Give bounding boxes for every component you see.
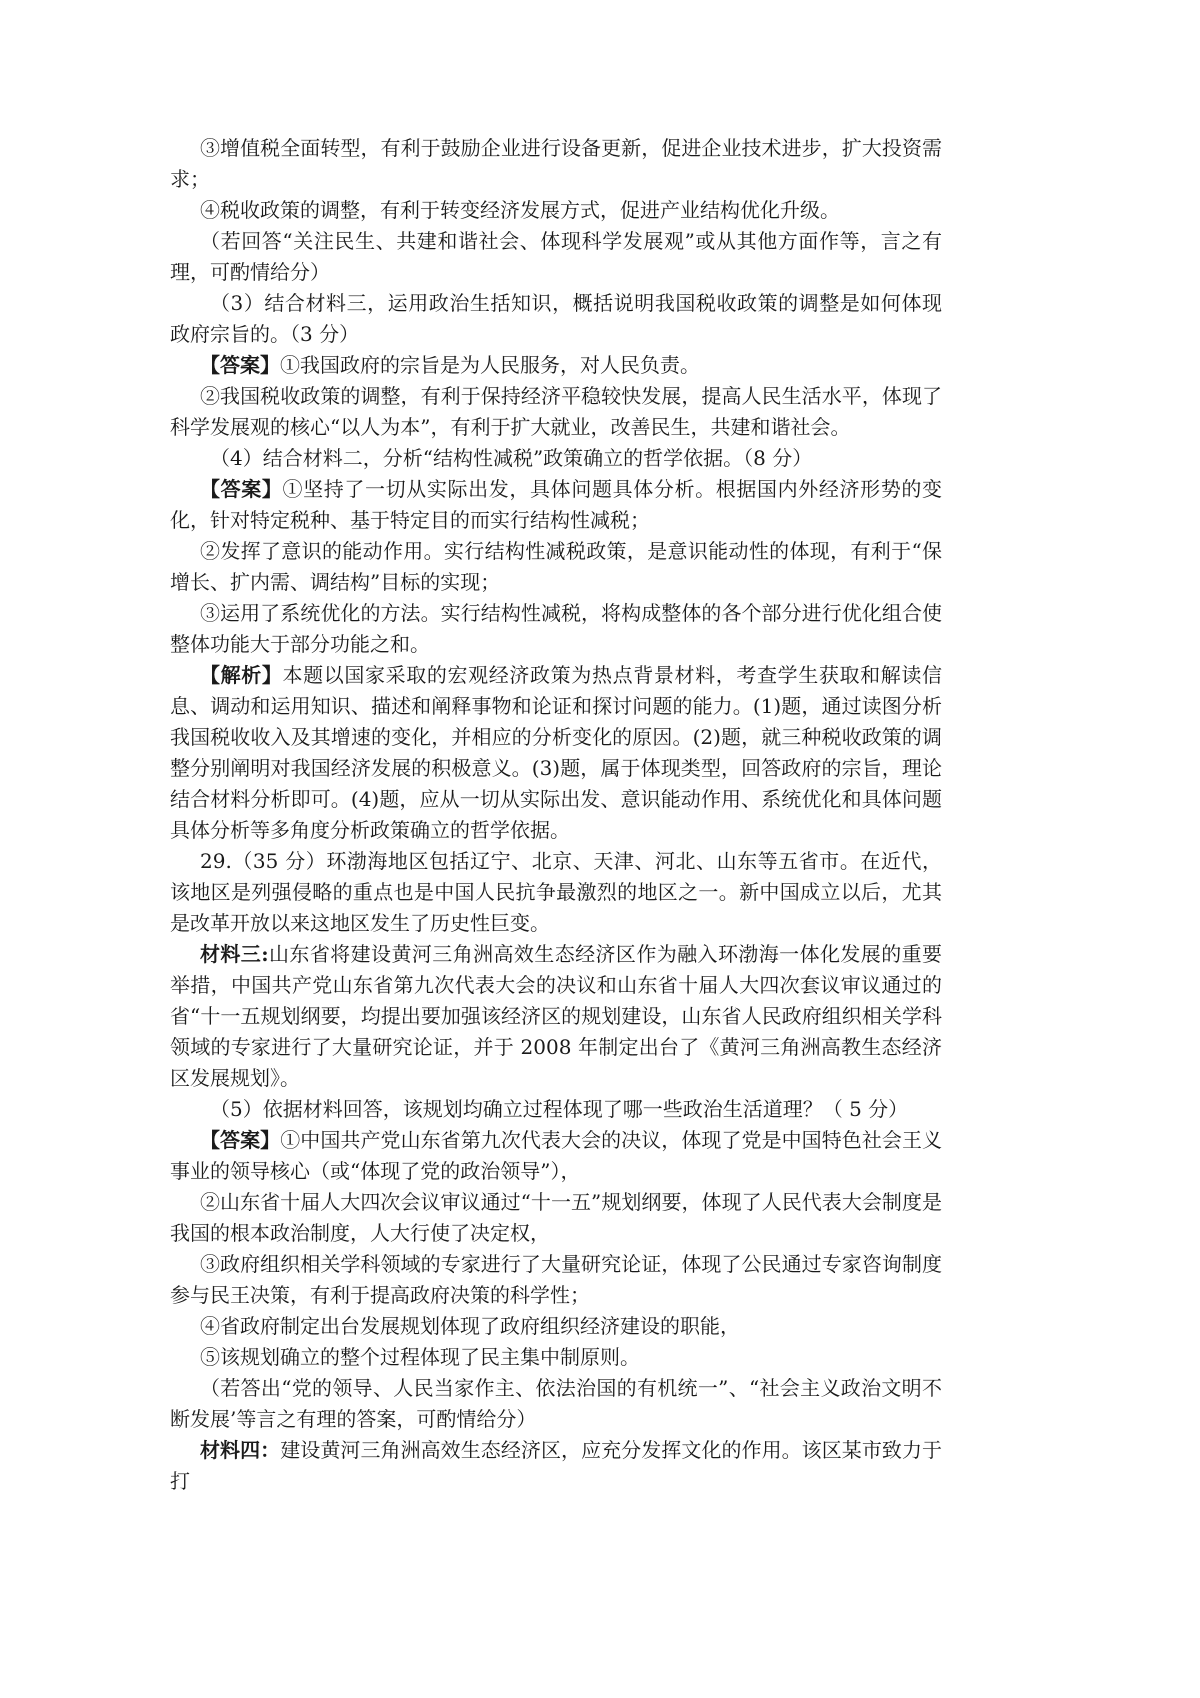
paragraph-text: ⑤该规划确立的整个过程体现了民主集中制原则。 [200, 1345, 640, 1369]
paragraph-text: （4）结合材料二，分析“结构性减税”政策确立的哲学依据。（8 分） [210, 446, 813, 470]
paragraph-text: ①中国共产党山东省第九次代表大会的决议，体现了党是中国特色社会王义事业的领导核心（或“体现了党的政治领导”）， [170, 1128, 943, 1183]
analysis-block [170, 660, 942, 846]
question-3 [170, 288, 942, 350]
material-label: 材料三: [200, 942, 269, 966]
answer-label: 【答案】 [200, 477, 283, 501]
paragraph-text: 山东省将建设黄河三角洲高效生态经济区作为融入环渤海一体化发展的重要举措，中国共产党山东省第九次代表大会的决议和山东省十届人大四次套议审议通过的省“十一五规划纲要，均提出要加强该经济区的规划建设，山东省人民政府组织相关学科领域的专家进行了大量研究论证，并于 2008 年制定出台了《黄河三角洲高教生态经济区发展规划》。 [170, 942, 943, 1090]
question-4 [170, 443, 942, 474]
paragraph-text: 29.（35 分）环渤海地区包括辽宁、北京、天津、河北、山东等五省市。在近代，该地区是列强侵略的重点也是中国人民抗争最激烈的地区之一。新中国成立以后，尤其是改革开放以来这地区发生了历史性巨变。 [170, 849, 942, 935]
paragraph-text: （若答出“党的领导、人民当家作主、依法治国的有机统一”、“社会主义政治文明不断发展’等言之有理的答案，可酌情给分） [170, 1376, 942, 1431]
answer-point [170, 1187, 942, 1249]
paragraph-text: ①坚持了一切从实际出发，具体问题具体分析。根据国内外经济形势的变化，针对特定税种、基于特定目的而实行结构性减税； [170, 477, 943, 532]
paragraph-text: ③增值税全面转型，有利于鼓励企业进行设备更新，促进企业技术进步，扩大投资需求； [170, 136, 942, 191]
answer-label: 【答案】 [200, 353, 280, 377]
answer-point-3 [170, 133, 942, 195]
answer-point [170, 1311, 942, 1342]
answer-point [170, 381, 942, 443]
paragraph-text: （5）依据材料回答，该规划均确立过程体现了哪一些政治生活道理？（ 5 分） [210, 1097, 909, 1121]
material-3 [170, 939, 942, 1094]
material-4 [170, 1435, 942, 1497]
answer-point [170, 536, 942, 598]
material-label: 材料四： [200, 1438, 281, 1462]
answer-label: 【答案】 [200, 1128, 281, 1152]
answer-block [170, 474, 942, 536]
answer-point [170, 1342, 942, 1373]
paragraph-text: 本题以国家采取的宏观经济政策为热点背景材料，考查学生获取和解读信息、调动和运用知识、描述和阐释事物和论证和探讨问题的能力。(1)题，通过读图分析我国税收收入及其增速的变化，并相应的分析变化的原因。(2)题，就三种税收政策的调整分别阐明对我国经济发展的积极意义。(3)题，属于体现类型，回答政府的宗旨，理论结合材料分析即可。(4)题，应从一切从实际出发、意识能动作用、系统优化和具体问题具体分析等多角度分析政策确立的哲学依据。 [170, 663, 943, 842]
paragraph-text: （若回答“关注民生、共建和谐社会、体现科学发展观”或从其他方面作等，言之有理，可酌情给分） [170, 229, 942, 284]
paragraph-text: ④税收政策的调整，有利于转变经济发展方式，促进产业结构优化升级。 [200, 198, 840, 222]
grading-note [170, 1373, 942, 1435]
paragraph-text: ②我国税收政策的调整，有利于保持经济平稳较快发展，提高人民生活水平，体现了科学发展观的核心“以人为本”，有利于扩大就业，改善民生，共建和谐社会。 [170, 384, 942, 439]
document-body [170, 133, 942, 1497]
paragraph-text: ②山东省十届人大四次会议审议通过“十一五”规划纲要，体现了人民代表大会制度是我国的根本政治制度，人大行使了决定权， [170, 1190, 942, 1245]
question-5 [170, 1094, 942, 1125]
analysis-label: 【解析】 [200, 663, 283, 687]
answer-point [170, 1249, 942, 1311]
paragraph-text: ③政府组织相关学科领域的专家进行了大量研究论证，体现了公民通过专家咨询制度参与民王决策，有利于提高政府决策的科学性； [170, 1252, 942, 1307]
paragraph-text: ③运用了系统优化的方法。实行结构性减税，将构成整体的各个部分进行优化组合使整体功能大于部分功能之和。 [170, 601, 942, 656]
answer-point-4 [170, 195, 942, 226]
paragraph-text: （3）结合材料三，运用政治生括知识，概括说明我国税收政策的调整是如何体现政府宗旨的。（3 分） [170, 291, 942, 346]
paragraph-text: 建设黄河三角洲高效生态经济区，应充分发挥文化的作用。该区某市致力于打 [170, 1438, 943, 1493]
answer-block [170, 350, 942, 381]
answer-point [170, 598, 942, 660]
answer-block [170, 1125, 942, 1187]
paragraph-text: ④省政府制定出台发展规划体现了政府组织经济建设的职能， [200, 1314, 740, 1338]
paragraph-text: ①我国政府的宗旨是为人民服务，对人民负责。 [280, 353, 700, 377]
question-29-intro [170, 846, 942, 939]
paragraph-text: ②发挥了意识的能动作用。实行结构性减税政策，是意识能动性的体现，有利于“保增长、扩内需、调结构”目标的实现； [170, 539, 942, 594]
grading-note [170, 226, 942, 288]
